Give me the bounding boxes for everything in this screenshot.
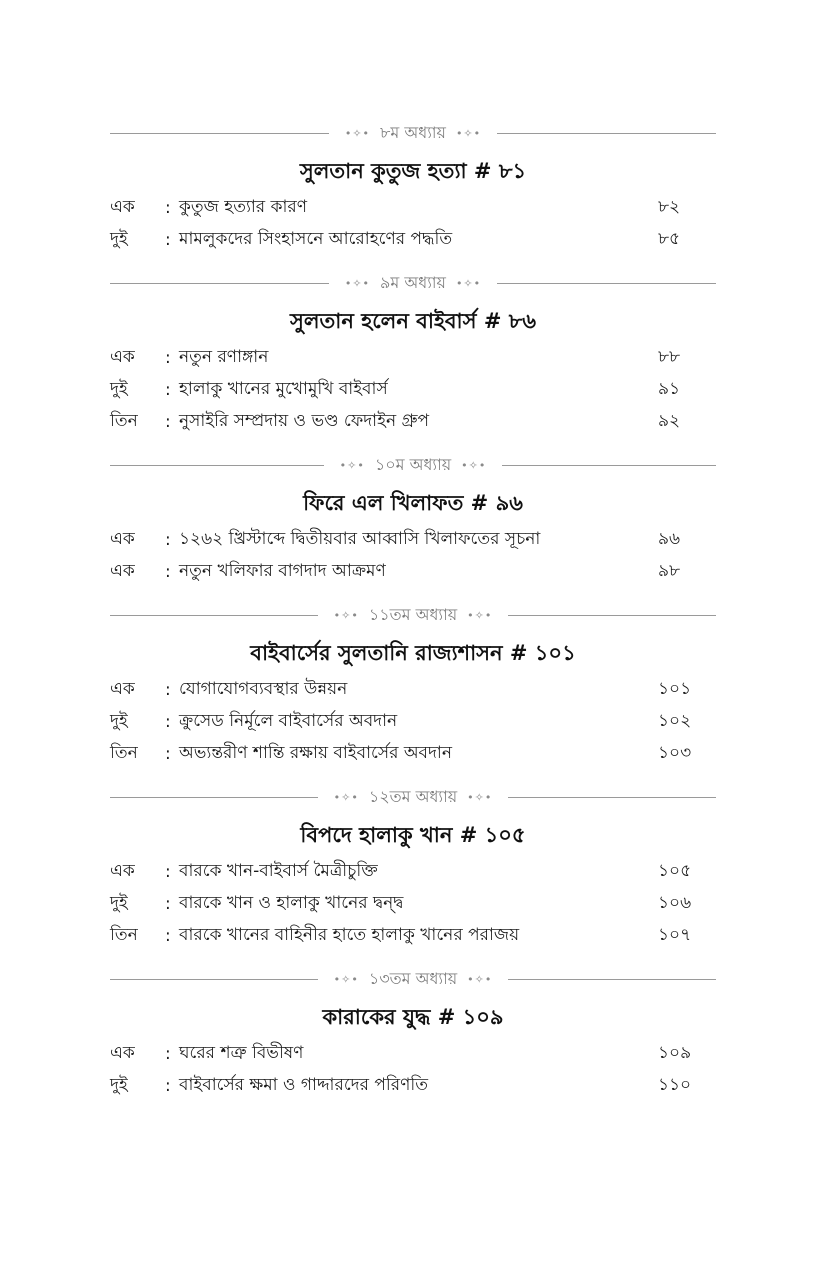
entry-colon: : — [165, 744, 171, 764]
entry-number: দুই — [110, 229, 128, 249]
entry-colon: : — [165, 1044, 171, 1064]
entry-title: ১২৬২ খ্রিস্টাব্দে দ্বিতীয়বার আব্বাসি খিলাফতের সূচনা — [179, 529, 541, 549]
chapter-divider — [110, 596, 716, 634]
entry-page-number: ৯২ — [658, 411, 681, 431]
entry-page-number: ১০৯ — [658, 1043, 692, 1063]
ornament-right-icon: •✧• — [467, 972, 493, 986]
entry-title: যোগাযোগব্যবস্থার উন্নয়ন — [179, 679, 348, 699]
entry-page-number: ১০৬ — [658, 893, 692, 913]
toc-entry — [110, 556, 716, 588]
toc-entry — [110, 738, 716, 770]
entry-number: দুই — [110, 379, 128, 399]
entry-title: কুতুজ হত্যার কারণ — [179, 197, 308, 217]
chapter-section — [110, 596, 716, 778]
chapter-divider — [110, 114, 716, 152]
toc-entry — [110, 524, 716, 556]
entry-title: নুসাইরি সম্প্রদায় ও ভণ্ড ফেদাইন গ্রুপ — [179, 411, 430, 431]
chapter-number-label: ৮ম অধ্যায় — [380, 122, 446, 142]
chapter-number-label: ৯ম অধ্যায় — [380, 272, 446, 292]
chapter-title: সুলতান হলেন বাইবার্স # ৮৬ — [289, 309, 537, 333]
entry-number: এক — [110, 529, 135, 549]
toc-entry — [110, 856, 716, 888]
entry-colon: : — [165, 198, 171, 218]
entry-number: এক — [110, 679, 135, 699]
entry-page-number: ১০৭ — [658, 925, 692, 945]
entry-page-number: ১০৩ — [658, 743, 692, 763]
ornament-right-icon: •✧• — [467, 790, 493, 804]
entry-colon: : — [165, 712, 171, 732]
chapter-spacer — [110, 952, 716, 960]
entry-colon: : — [165, 530, 171, 550]
entry-page-number: ১০৫ — [658, 861, 692, 881]
ornament-left-icon: •✧• — [333, 790, 359, 804]
ornament-left-icon: •✧• — [333, 608, 359, 622]
entry-number: তিন — [110, 743, 138, 763]
chapter-divider — [110, 264, 716, 302]
ornament-left-icon: •✧• — [339, 458, 365, 472]
ornament-left-icon: •✧• — [344, 126, 371, 140]
toc-entry — [110, 674, 716, 706]
chapter-title: সুলতান কুতুজ হত্যা # ৮১ — [299, 159, 527, 183]
chapter-title: বাইবার্সের সুলতানি রাজ্যশাসন # ১০১ — [250, 641, 576, 665]
toc-entry — [110, 224, 716, 256]
entry-page-number: ৮২ — [658, 197, 681, 217]
chapter-spacer — [110, 1102, 716, 1110]
entry-page-number: ৮৫ — [658, 229, 681, 249]
ornament-right-icon: •✧• — [461, 458, 487, 472]
toc-entry — [110, 374, 716, 406]
entry-page-number: ১০১ — [658, 679, 692, 699]
divider-label-wrap — [329, 270, 497, 297]
entry-title: অভ্যন্তরীণ শান্তি রক্ষায় বাইবার্সের অবদান — [179, 743, 453, 763]
chapter-divider — [110, 960, 716, 998]
entry-page-number: ৯৬ — [658, 529, 681, 549]
entry-title: ঘরের শত্রু বিভীষণ — [179, 1043, 304, 1063]
entry-colon: : — [165, 348, 171, 368]
entry-title: বাইবার্সের ক্ষমা ও গাদ্দারদের পরিণতি — [179, 1075, 429, 1095]
entry-number: তিন — [110, 411, 138, 431]
entry-number: তিন — [110, 925, 138, 945]
chapter-number-label: ১০ম অধ্যায় — [374, 454, 452, 474]
chapter-spacer — [110, 588, 716, 596]
entry-page-number: ১১০ — [658, 1075, 692, 1095]
entry-colon: : — [165, 680, 171, 700]
ornament-right-icon: •✧• — [455, 126, 482, 140]
chapter-spacer — [110, 438, 716, 446]
chapter-section — [110, 264, 716, 446]
table-of-contents — [110, 114, 716, 1110]
entry-title: বারকে খান ও হালাকু খানের দ্বন্দ্ব — [179, 893, 404, 913]
entry-page-number: ১০২ — [658, 711, 692, 731]
chapter-spacer — [110, 770, 716, 778]
toc-entry — [110, 888, 716, 920]
toc-entry — [110, 342, 716, 374]
entry-title: বারকে খানের বাহিনীর হাতে হালাকু খানের পরাজয় — [179, 925, 520, 945]
entry-number: এক — [110, 347, 135, 367]
entry-number: এক — [110, 1043, 135, 1063]
entry-title: হালাকু খানের মুখোমুখি বাইবার্স — [179, 379, 388, 399]
entry-number: এক — [110, 861, 135, 881]
toc-entry — [110, 1070, 716, 1102]
chapter-number-label: ১৩তম অধ্যায় — [368, 968, 458, 988]
entry-page-number: ৯৮ — [658, 561, 681, 581]
toc-entry — [110, 706, 716, 738]
chapter-section — [110, 960, 716, 1110]
chapter-spacer — [110, 256, 716, 264]
chapter-divider — [110, 778, 716, 816]
entry-number: এক — [110, 561, 135, 581]
entry-number: দুই — [110, 1075, 128, 1095]
ornament-left-icon: •✧• — [333, 972, 359, 986]
divider-label-wrap — [329, 120, 497, 147]
chapter-title: বিপদে হালাকু খান # ১০৫ — [300, 823, 526, 847]
entry-colon: : — [165, 862, 171, 882]
ornament-right-icon: •✧• — [467, 608, 493, 622]
toc-entry — [110, 920, 716, 952]
divider-label-wrap — [324, 452, 503, 479]
chapter-divider — [110, 446, 716, 484]
toc-entry — [110, 192, 716, 224]
entry-page-number: ৯১ — [658, 379, 681, 399]
entry-colon: : — [165, 230, 171, 250]
entry-number: দুই — [110, 711, 128, 731]
entry-colon: : — [165, 562, 171, 582]
entry-colon: : — [165, 380, 171, 400]
chapter-number-label: ১২তম অধ্যায় — [368, 786, 458, 806]
chapter-section — [110, 114, 716, 264]
entry-page-number: ৮৮ — [658, 347, 681, 367]
entry-colon: : — [165, 926, 171, 946]
toc-entry — [110, 1038, 716, 1070]
entry-title: নতুন খলিফার বাগদাদ আক্রমণ — [179, 561, 386, 581]
toc-entry — [110, 406, 716, 438]
chapter-number-label: ১১তম অধ্যায় — [368, 604, 458, 624]
divider-label-wrap — [318, 784, 509, 811]
entry-colon: : — [165, 894, 171, 914]
entry-title: মামলুকদের সিংহাসনে আরোহণের পদ্ধতি — [179, 229, 453, 249]
entry-title: নতুন রণাঙ্গান — [179, 347, 269, 367]
entry-colon: : — [165, 1076, 171, 1096]
chapter-title: ফিরে এল খিলাফত # ৯৬ — [303, 491, 523, 515]
entry-title: বারকে খান-বাইবার্স মৈত্রীচুক্তি — [179, 861, 378, 881]
entry-number: এক — [110, 197, 135, 217]
ornament-right-icon: •✧• — [455, 276, 482, 290]
chapter-title: কারাকের যুদ্ধ # ১০৯ — [322, 1005, 504, 1029]
entry-colon: : — [165, 412, 171, 432]
ornament-left-icon: •✧• — [344, 276, 371, 290]
chapter-section — [110, 778, 716, 960]
divider-label-wrap — [318, 602, 509, 629]
divider-label-wrap — [318, 966, 509, 993]
entry-title: ক্রুসেড নির্মূলে বাইবার্সের অবদান — [179, 711, 398, 731]
entry-number: দুই — [110, 893, 128, 913]
chapter-section — [110, 446, 716, 596]
